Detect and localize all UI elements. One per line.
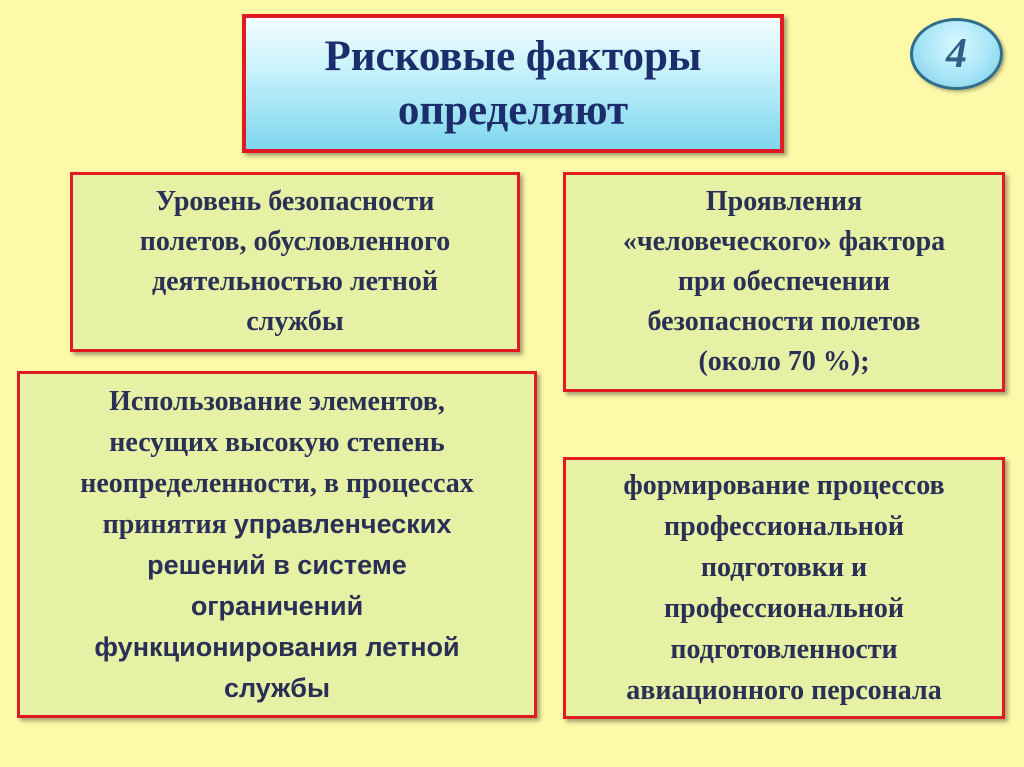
factor-box-human-factor bbox=[563, 172, 1005, 392]
slide-number: 4 bbox=[946, 31, 967, 77]
slide-title: Рисковые факторы определяют bbox=[324, 32, 702, 134]
title-box bbox=[242, 14, 784, 153]
slide-number-badge bbox=[910, 18, 1003, 90]
factor-text-uncertainty-serif: Использование элементов, несущих высокую степень неопределенности, в процессах принятия bbox=[80, 385, 474, 540]
factor-text-flight-safety: Уровень безопасности полетов, обусловленного деятельностью летной службы bbox=[139, 186, 451, 337]
factor-box-flight-safety bbox=[70, 172, 520, 352]
factor-text-human-factor: Проявления «человеческого» фактора при обеспечении безопасности полетов (около 70 %); bbox=[622, 186, 946, 377]
factor-text-uncertainty-sans-2: решений в системе ограничений функционирования летной службы bbox=[94, 549, 460, 703]
factor-text-uncertainty-sans-1: управленческих bbox=[233, 508, 452, 539]
factor-box-uncertainty bbox=[17, 371, 537, 718]
factor-text-uncertainty bbox=[80, 381, 474, 709]
factor-text-training: формирование процессов профессиональной подготовки и профессиональной подготовленности авиационного персонала bbox=[623, 470, 945, 706]
factor-box-training bbox=[563, 457, 1005, 719]
